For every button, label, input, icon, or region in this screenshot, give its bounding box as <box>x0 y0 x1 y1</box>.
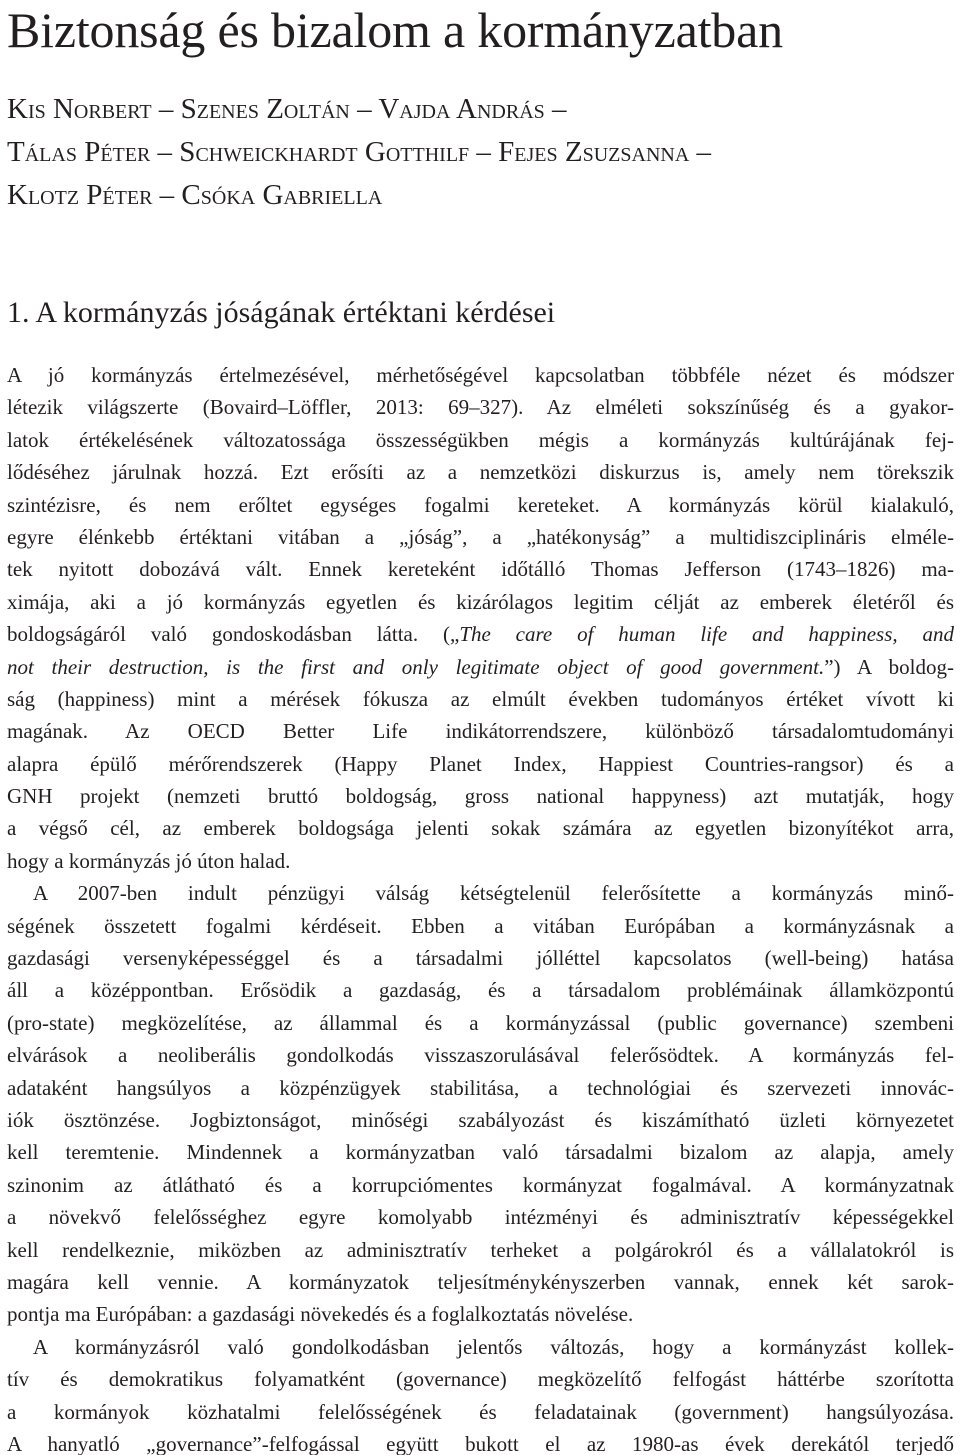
text-line: ximája, aki a jó kormányzás egyetlen és kizárólagos legitim célját az emberek életéről és <box>7 589 954 614</box>
text-line: a növekvő felelősséghez egyre komolyabb intézményi és adminisztratív képességekkel <box>7 1205 954 1230</box>
text-line: egyre élénkebb értéktani vitában a „jóság”, a „hatékonyság” a multidiszciplináris elméle- <box>7 524 954 549</box>
text-line: ság (happiness) mint a mérések fókusza az elmúlt években tudományos értéket vívott ki <box>7 686 954 711</box>
text-line: not their destruction, is the first and only legitimate object of good government.”) A boldog- <box>7 654 954 679</box>
text-line: ségének összetett fogalmi kérdéseit. Ebben a vitában Európában a kormányzásnak a <box>7 913 954 938</box>
text-line: kell rendelkeznie, miközben az adminisztratív terheket a polgárokról és a vállalatokról is <box>7 1237 954 1262</box>
text-line: adataként hangsúlyos a közpénzügyek stabilitása, a technológiai és szervezeti innovác- <box>7 1075 954 1100</box>
author-list <box>7 88 711 217</box>
author-line: Tálas Péter – Schweickhardt Gotthilf – Fejes Zsuzsanna – <box>7 136 712 168</box>
text-line: tek nyitott dobozává vált. Ennek kereteként időtálló Thomas Jefferson (1743–1826) ma- <box>7 557 954 582</box>
text-line: létezik világszerte (Bovaird–Löffler, 2013: 69–327). Az elméleti sokszínűség és a gyakor- <box>7 395 954 420</box>
text-line: A 2007-ben indult pénzügyi válság kétségtelenül felerősítette a kormányzás minő- <box>33 881 954 906</box>
text-line: latok értékelésének változatossága összességükben mégis a kormányzás kultúrájának fej- <box>7 427 954 452</box>
text-line: boldogságáról való gondoskodásban látta. („The care of human life and happiness, and <box>7 622 954 647</box>
quotation-text: not their destruction, is the first and only legitimate object of good government. <box>7 654 825 679</box>
author-line: Klotz Péter – Csóka Gabriella <box>7 179 383 211</box>
text-line: magára kell vennie. A kormányzatok teljesítménykényszerben vannak, ennek két sarok- <box>7 1269 954 1294</box>
text-line: A hanyatló „governance”-felfogással együtt bukott el az 1980-as évek derekától terjedő <box>7 1431 954 1455</box>
quotation-text: The care of human life and happiness, and <box>459 622 954 647</box>
text-line: a végső cél, az emberek boldogsága jelenti sokak számára az egyetlen bizonyítékot arra, <box>7 816 954 841</box>
text-line: magának. Az OECD Better Life indikátorrendszere, különböző társadalomtudományi <box>7 719 954 744</box>
text-line: GNH projekt (nemzeti bruttó boldogság, gross national happyness) azt mutatják, hogy <box>7 784 954 809</box>
text-line: pontja ma Európában: a gazdasági növekedés és a foglalkoztatás növelése. <box>7 1302 634 1327</box>
text-line: szinonim az átlátható és a korrupciómentes kormányzat fogalmával. A kormányzatnak <box>7 1172 954 1197</box>
text-line: szintézisre, és nem erőltet egységes fogalmi kereteket. A kormányzás körül kialakuló, <box>7 492 954 517</box>
text-line: (pro-state) megközelítése, az állammal és a kormányzással (public governance) szembeni <box>7 1010 954 1035</box>
text-line: kell teremtenie. Mindennek a kormányzatban való társadalmi bizalom az alapja, amely <box>7 1140 954 1165</box>
text-line: gazdasági versenyképességgel és a társadalmi jólléttel kapcsolatos (well-being) hatása <box>7 946 954 971</box>
section-heading: 1. A kormányzás jóságának értéktani kérdései <box>7 296 556 329</box>
text-line: áll a középpontban. Erősödik a gazdaság, és a társadalom problémáinak államközpontú <box>7 978 954 1003</box>
text-line: a kormányok közhatalmi felelősségének és feladatainak (government) hangsúlyozása. <box>7 1399 954 1424</box>
text-line: A kormányzásról való gondolkodásban jelentős változás, hogy a kormányzást kollek- <box>33 1334 954 1359</box>
text-line: lődéséhez járulnak hozzá. Ezt erősíti az a nemzetközi diskurzus is, amely nem törekszik <box>7 460 954 485</box>
author-line: Kis Norbert – Szenes Zoltán – Vajda András – <box>7 93 567 125</box>
text-line: A jó kormányzás értelmezésével, mérhetőségével kapcsolatban többféle nézet és módszer <box>7 363 954 387</box>
text-line: alapra épülő mérőrendszerek (Happy Planet Index, Happiest Countries-rangsor) és a <box>7 751 954 776</box>
text-line: elvárások a neoliberális gondolkodás visszaszorulásával felerősödtek. A kormányzás fel- <box>7 1043 954 1068</box>
chapter-title: Biztonság és bizalom a kormányzatban <box>7 2 783 58</box>
text-line: iók ösztönzése. Jogbiztonságot, minőségi szabályozást és kiszámítható üzleti környezetet <box>7 1107 954 1132</box>
text-line: hogy a kormányzás jó úton halad. <box>7 848 291 873</box>
body-text <box>7 359 954 1455</box>
text-line: tív és demokratikus folyamatként (governance) megközelítő felfogást háttérbe szorította <box>7 1367 954 1392</box>
